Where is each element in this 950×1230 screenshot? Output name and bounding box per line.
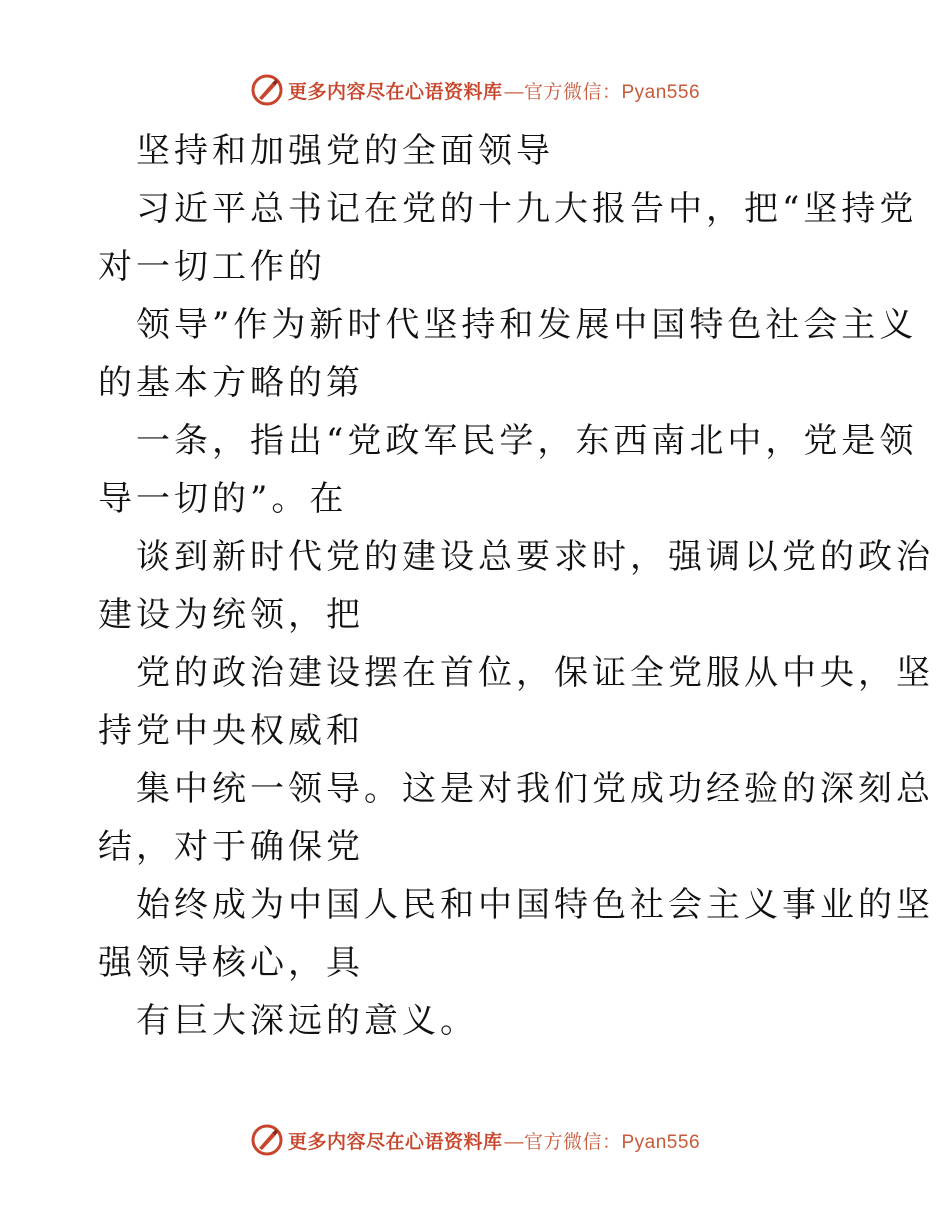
doc-line: 对一切工作的 [98,247,326,287]
footer-watermark-banner [0,1118,950,1162]
doc-line: 强领导核心，具 [98,943,364,983]
doc-line: 始终成为中国人民和中国特色社会主义事业的坚 [136,885,934,925]
doc-line: 结，对于确保党 [98,827,364,867]
red-pen-circle-icon [250,1123,284,1157]
doc-line: 集中统一领导。这是对我们党成功经验的深刻总 [136,769,934,809]
doc-line: 习近平总书记在党的十九大报告中，把“坚持党 [136,189,918,229]
banner-contact-text: —官方微信：Pyan556 [504,81,701,103]
doc-line: 一条，指出“党政军民学，东西南北中，党是领 [136,421,918,461]
doc-line: 的基本方略的第 [98,363,364,403]
banner-promo-text: 更多内容尽在心语资料库 [287,80,503,103]
doc-line: 领导”作为新时代坚持和发展中国特色社会主义 [136,305,918,345]
doc-line: 有巨大深远的意义。 [136,1001,478,1041]
header-watermark-banner [0,68,950,112]
doc-line: 建设为统领，把 [98,595,364,635]
doc-line: 持党中央权威和 [98,711,364,751]
document-body [98,122,934,1050]
doc-line: 导一切的”。在 [98,479,348,519]
banner-promo-text: 更多内容尽在心语资料库 [287,1130,503,1153]
banner-contact-text: —官方微信：Pyan556 [504,1131,701,1153]
doc-line: 党的政治建设摆在首位，保证全党服从中央，坚 [136,653,934,693]
doc-line: 谈到新时代党的建设总要求时，强调以党的政治 [136,537,934,577]
red-pen-circle-icon [250,73,284,107]
doc-line: 坚持和加强党的全面领导 [136,131,554,171]
